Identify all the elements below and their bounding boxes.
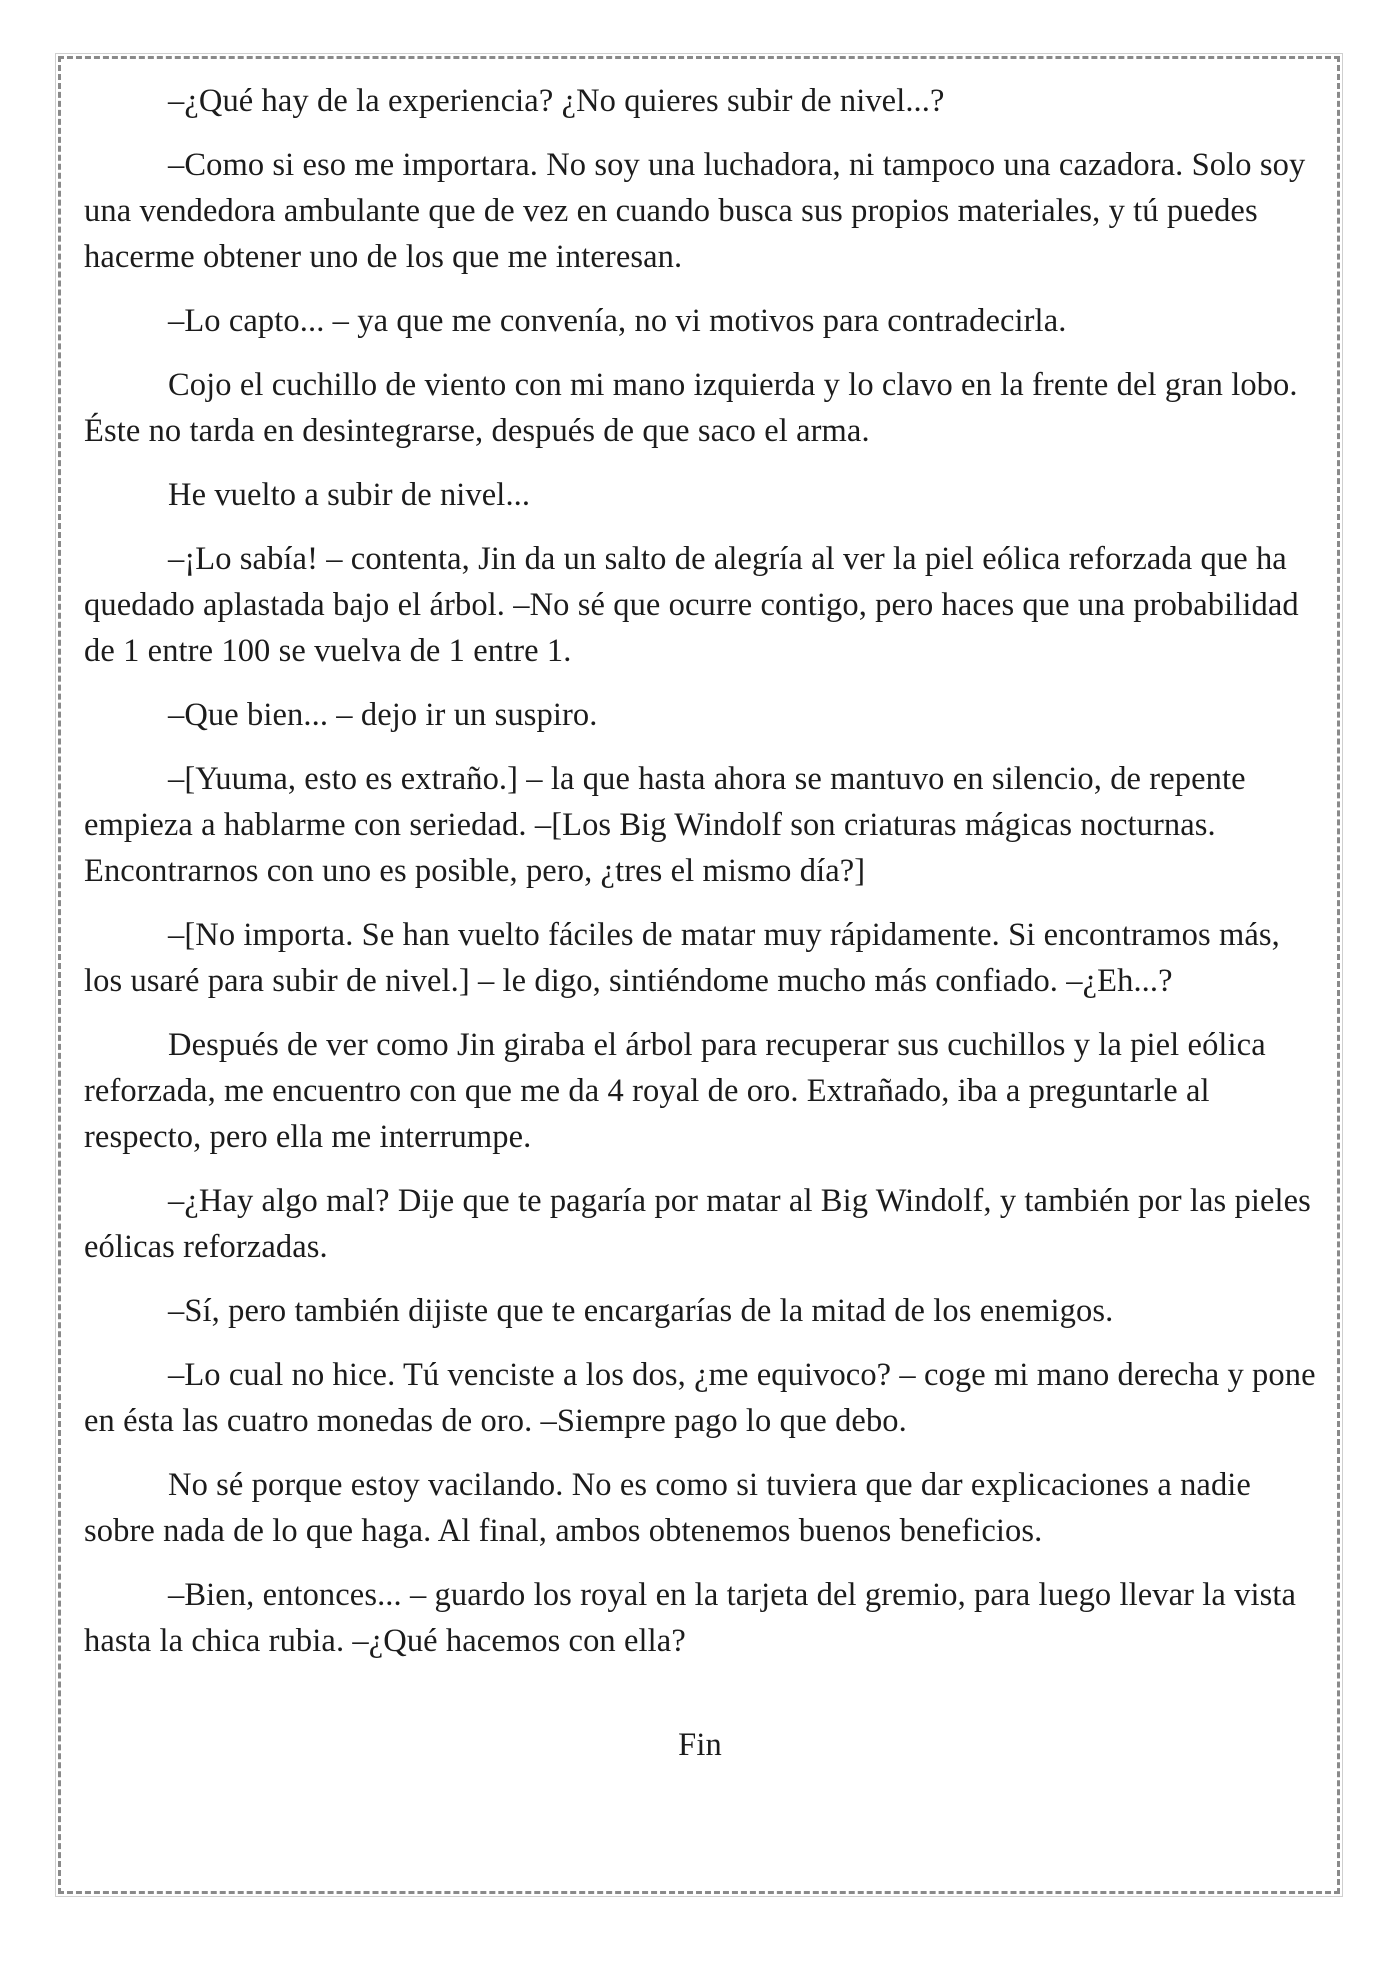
paragraph: –Bien, entonces... – guardo los royal en la tarjeta del gremio, para luego llevar la vista hasta la chica rubia. –¿Qué hacemos con ella? (84, 1577, 1297, 1659)
paragraph: –Como si eso me importara. No soy una luchadora, ni tampoco una cazadora. Solo soy una vendedora ambulante que de vez en cuando busca sus propios materiales, y tú puedes hacerme obtener uno de los que me interesan. (84, 147, 1306, 275)
paragraph: –¡Lo sabía! – contenta, Jin da un salto de alegría al ver la piel eólica reforzada que ha quedado aplastada bajo el árbol. –No sé que ocurre contigo, pero haces que una probabilidad de 1 entre 100 se vuelva de 1 entre 1. (84, 541, 1299, 669)
paragraph: Cojo el cuchillo de viento con mi mano izquierda y lo clavo en la frente del gran lobo. Éste no tarda en desintegrarse, después de que saco el arma. (84, 367, 1298, 449)
paragraph: –¿Hay algo mal? Dije que te pagaría por matar al Big Windolf, y también por las pieles eólicas reforzadas. (84, 1183, 1311, 1265)
ending-label: Fin (678, 1727, 722, 1763)
paragraph: No sé porque estoy vacilando. No es como si tuviera que dar explicaciones a nadie sobre nada de lo que haga. Al final, ambos obtenemos buenos beneficios. (84, 1467, 1251, 1549)
paragraph: He vuelto a subir de nivel... (168, 477, 531, 513)
paragraph: Después de ver como Jin giraba el árbol para recuperar sus cuchillos y la piel eólica reforzada, me encuentro con que me da 4 royal de oro. Extrañado, iba a preguntarle al respecto, pero ella me interrumpe. (84, 1027, 1266, 1155)
document-body (84, 78, 1316, 1786)
paragraph: –[Yuuma, esto es extraño.] – la que hasta ahora se mantuvo en silencio, de repente empieza a hablarme con seriedad. –[Los Big Windolf son criaturas mágicas nocturnas. Encontrarnos con uno es posible, pero, ¿tres el mismo día?] (84, 761, 1246, 889)
paragraph: –Lo capto... – ya que me convenía, no vi motivos para contradecirla. (168, 303, 1067, 339)
paragraph: –[No importa. Se han vuelto fáciles de matar muy rápidamente. Si encontramos más, los usaré para subir de nivel.] – le digo, sintiéndome mucho más confiado. –¿Eh...? (84, 917, 1280, 999)
paragraph: –¿Qué hay de la experiencia? ¿No quieres subir de nivel...? (168, 83, 945, 119)
paragraph: –Sí, pero también dijiste que te encargarías de la mitad de los enemigos. (168, 1293, 1114, 1329)
paragraph: –Que bien... – dejo ir un suspiro. (168, 697, 598, 733)
paragraph: –Lo cual no hice. Tú venciste a los dos, ¿me equivoco? – coge mi mano derecha y pone en ésta las cuatro monedas de oro. –Siempre pago lo que debo. (84, 1357, 1316, 1439)
